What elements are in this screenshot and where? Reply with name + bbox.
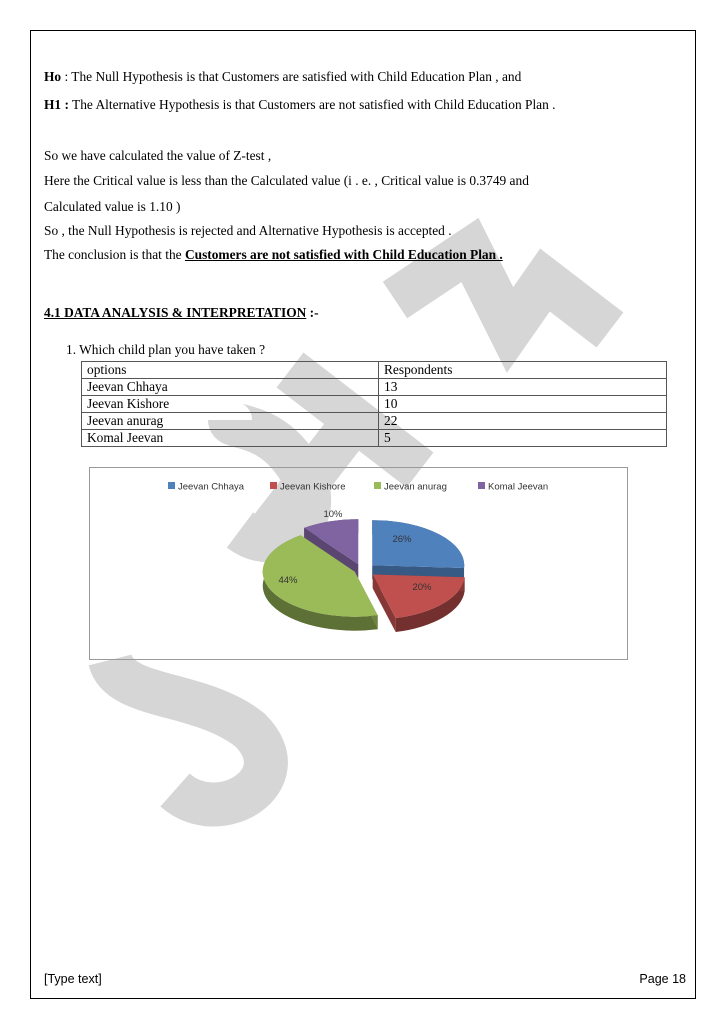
body-line-4: So , the Null Hypothesis is rejected and Alternative Hypothesis is accepted .	[44, 223, 452, 238]
table-cell-option: Jeevan anurag	[82, 413, 379, 430]
legend-swatch	[374, 482, 381, 489]
conclusion-emphasis: Customers are not satisfied with Child Education Plan .	[184, 247, 503, 262]
table-cell-option: Komal Jeevan	[82, 430, 379, 447]
pie-data-label: 10%	[323, 509, 343, 520]
section-heading-text: 4.1 DATA ANALYSIS & INTERPRETATION	[44, 305, 307, 320]
body-line-2: Here the Critical value is less than the Calculated value (i . e. , Critical value is 0.3749 and	[44, 173, 529, 188]
question-1: 1. Which child plan you have taken ?	[66, 342, 266, 357]
table-header-options: options	[82, 362, 379, 379]
legend-swatch	[478, 482, 485, 489]
legend-swatch	[168, 482, 175, 489]
h1-label: H1 :	[44, 97, 69, 112]
h0-text: : The Null Hypothesis is that Customers are satisfied with Child Education Plan , and	[61, 69, 522, 84]
conclusion-prefix: The conclusion is that the	[44, 247, 185, 262]
pie-data-label: 26%	[392, 534, 412, 545]
table-cell-count: 22	[379, 413, 667, 430]
table-cell-option: Jeevan Kishore	[82, 396, 379, 413]
footer-left: [Type text]	[44, 972, 102, 986]
h0-label: Ho	[44, 69, 62, 84]
footer-page-number: Page 18	[639, 972, 686, 986]
pie-data-label: 20%	[412, 582, 432, 593]
body-line-3: Calculated value is 1.10 )	[44, 199, 181, 214]
legend-label: Jeevan Chhaya	[178, 481, 245, 493]
legend-swatch	[270, 482, 277, 489]
section-heading-suffix: :-	[306, 305, 319, 320]
pie-data-label: 44%	[278, 575, 298, 586]
legend-label: Jeevan anurag	[384, 481, 447, 493]
legend-label: Jeevan Kishore	[280, 481, 346, 493]
body-line-1: So we have calculated the value of Z-test ,	[44, 148, 272, 163]
table-cell-option: Jeevan Chhaya	[82, 379, 379, 396]
table-cell-count: 5	[379, 430, 667, 447]
pie-slice	[372, 520, 464, 568]
legend-label: Komal Jeevan	[488, 481, 549, 493]
table-header-respondents: Respondents	[379, 362, 667, 379]
h1-text: The Alternative Hypothesis is that Customers are not satisfied with Child Education Plan .	[68, 97, 556, 112]
table-cell-count: 13	[379, 379, 667, 396]
table-cell-count: 10	[379, 396, 667, 413]
